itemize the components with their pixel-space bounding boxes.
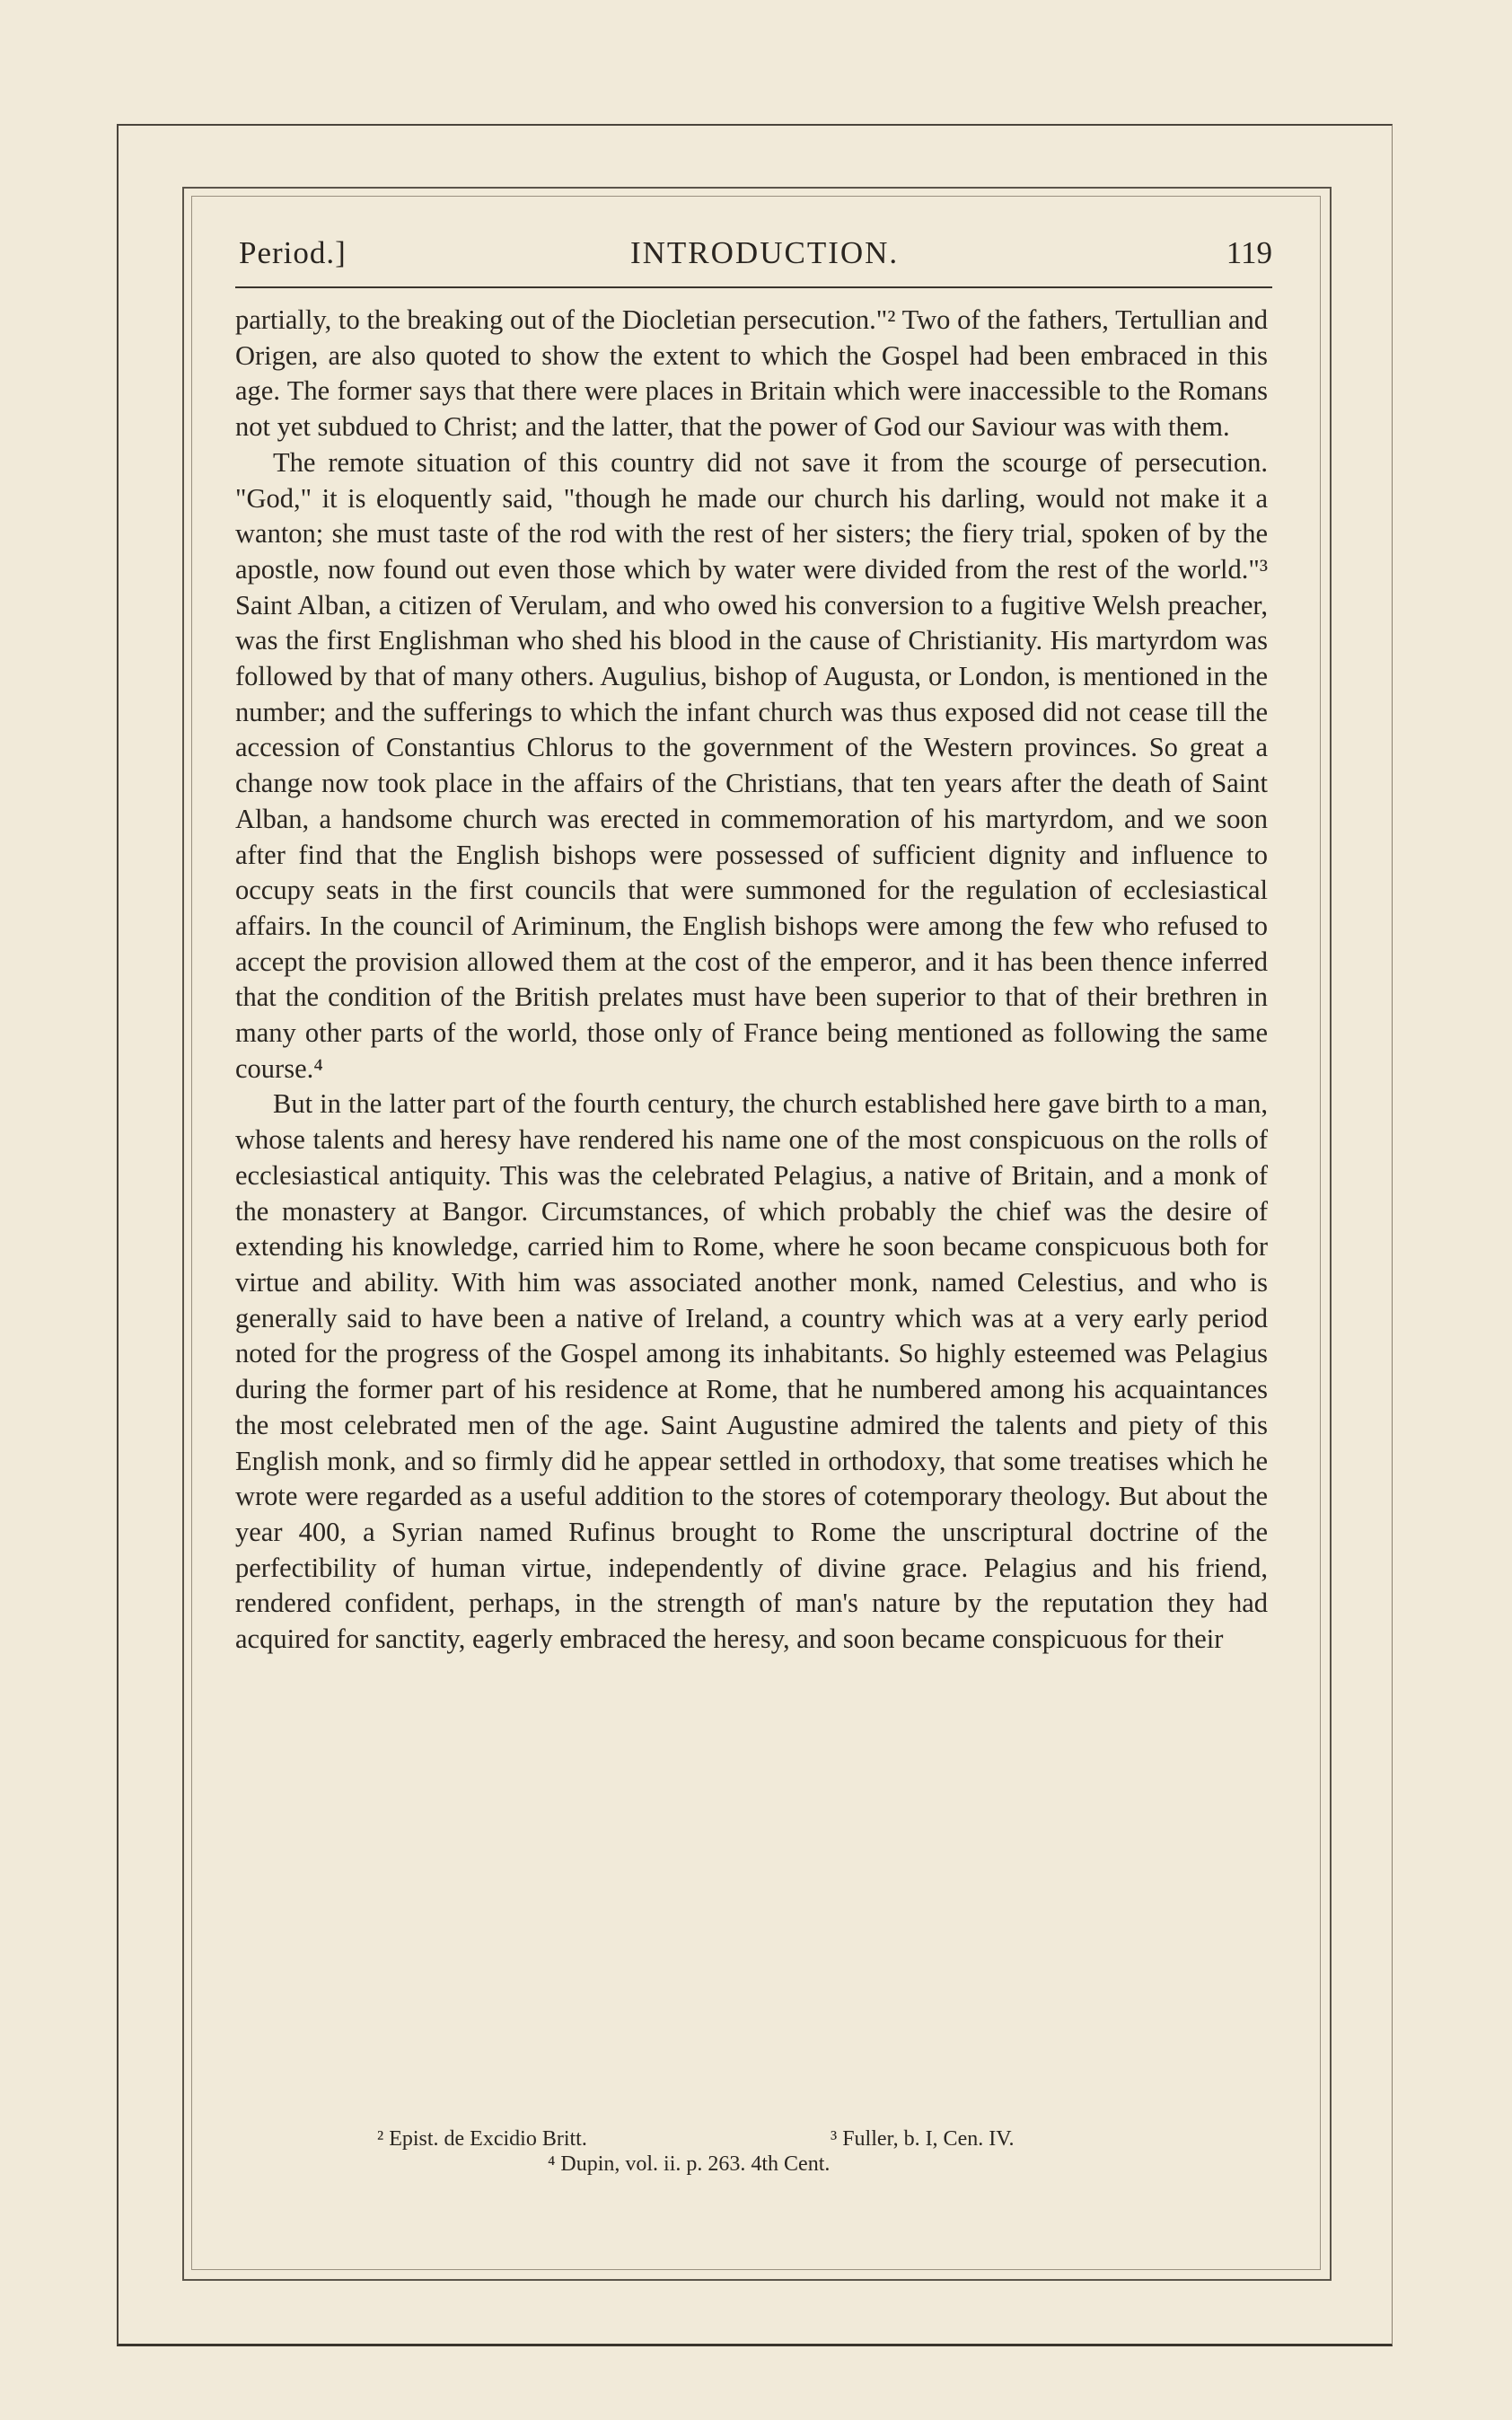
footnote-3: ³ Fuller, b. I, Cen. IV.	[831, 2127, 1015, 2151]
footnote-2: ² Epist. de Excidio Britt.	[377, 2127, 587, 2151]
page-number: 119	[1226, 235, 1272, 270]
paragraph-3: But in the latter part of the fourth century, the church established here gave birth to a man, whose talents and heresy have rendered his name one of the most conspicuous on the rolls of ecclesiastical antiquity. This was the celebrated Pelagius, a native of Britain, and a monk of the monastery at Bangor. Circumstances, of which probably the chief was the desire of extending his knowledge, carried him to Rome, where he soon became conspicuous both for virtue and ability. With him was associated another monk, named Celestius, and who is generally said to have been a native of Ireland, a country which was at a very early period noted for the progress of the Gospel among its inhabitants. So highly esteemed was Pelagius during the former part of his residence at Rome, that he numbered among his acquaintances the most celebrated men of the age. Saint Augustine admired the talents and piety of this English monk, and so firmly did he appear settled in orthodoxy, that some treatises which he wrote were regarded as a useful addition to the stores of cotemporary theology. But about the year 400, a Syrian named Rufinus brought to Rome the unscriptural doctrine of the perfectibility of human virtue, independently of divine grace. Pelagius and his friend, rendered confident, perhaps, in the strength of man's nature by the reputation they had acquired for sanctity, eagerly embraced the heresy, and soon became conspicuous for their	[235, 1088, 1268, 1655]
body-text	[235, 303, 1268, 1658]
paragraph-2: The remote situation of this country did not save it from the scourge of persecution. "God," it is eloquently said, "though he made our church his darling, would not make it a wanton; she must taste of the rod with the rest of her sisters; the fiery trial, spoken of by the apostle, now found out even those which by water were divided from the rest of the world."³ Saint Alban, a citizen of Verulam, and who owed his conversion to a fugitive Welsh preacher, was the first Englishman who shed his blood in the cause of Christianity. His martyrdom was followed by that of many others. Augulius, bishop of Augusta, or London, is mentioned in the number; and the sufferings to which the infant church was thus exposed did not cease till the accession of Constantius Chlorus to the government of the Western provinces. So great a change now took place in the affairs of the Christians, that ten years after the death of Saint Alban, a handsome church was erected in commemoration of his martyrdom, and we soon after find that the English bishops were possessed of sufficient dignity and influence to occupy seats in the first councils that were summoned for the regulation of ecclesiastical affairs. In the council of Ariminum, the English bishops were among the few who refused to accept the provision allowed them at the cost of the emperor, and it has been thence inferred that the condition of the British prelates must have been superior to that of their brethren in many other parts of the world, those only of France being mentioned as following the same course.⁴	[235, 446, 1268, 1084]
footnote-4: ⁴ Dupin, vol. ii. p. 263. 4th Cent.	[548, 2152, 831, 2176]
running-header	[235, 230, 1272, 284]
header-section-label: Period.]	[239, 235, 347, 270]
header-title: INTRODUCTION.	[630, 235, 900, 270]
header-rule	[235, 286, 1272, 288]
paragraph-1: partially, to the breaking out of the Diocletian persecution."² Two of the fathers, Tertullian and Origen, are also quoted to show the extent to which the Gospel had been embraced in this age. The former says that there were places in Britain which were inaccessible to the Romans not yet subdued to Christ; and the latter, that the power of God our Saviour was with them.	[235, 304, 1268, 443]
